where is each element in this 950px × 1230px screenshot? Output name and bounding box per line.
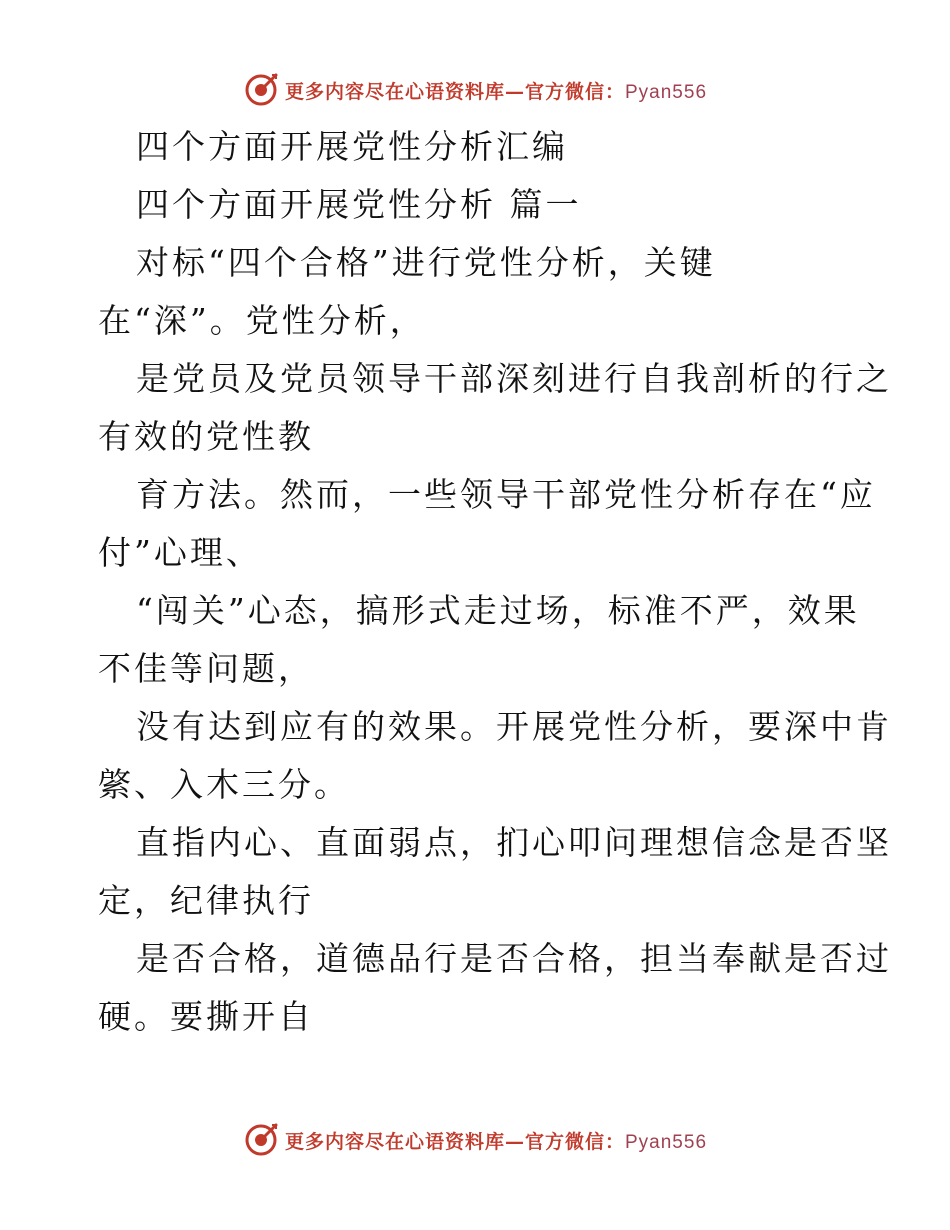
text-line: 四个方面开展党性分析 篇一 <box>136 185 582 224</box>
text-line: 没有达到应有的效果。开展党性分析，要深中肯 <box>136 707 892 746</box>
text-line: “闯关”心态，搞形式走过场，标准不严，效果 <box>136 591 860 630</box>
text-line: 是党员及党员领导干部深刻进行自我剖析的行之 <box>136 359 892 398</box>
watermark-text: 更多内容尽在心语资料库—官方微信：Pyan556 <box>284 1130 708 1153</box>
text-line: 不佳等问题， <box>98 649 314 688</box>
text-line: 綮、入木三分。 <box>98 765 350 804</box>
text-line: 在“深”。党性分析， <box>98 301 426 340</box>
watermark-text: 更多内容尽在心语资料库—官方微信：Pyan556 <box>284 80 708 103</box>
text-line: 有效的党性教 <box>98 417 314 456</box>
text-line: 对标“四个合格”进行党性分析，关键 <box>136 243 716 282</box>
header-watermark <box>0 68 950 112</box>
text-line: 付”心理、 <box>98 533 262 572</box>
wechat-id: Pyan556 <box>625 81 708 103</box>
document-title: 四个方面开展党性分析汇编 <box>136 127 568 166</box>
wechat-id: Pyan556 <box>625 1131 708 1153</box>
text-line: 育方法。然而，一些领导干部党性分析存在“应 <box>136 475 876 514</box>
text-line: 直指内心、直面弱点，扪心叩问理想信念是否坚 <box>136 823 892 862</box>
document-body <box>98 118 892 1046</box>
text-line: 硬。要撕开自 <box>98 997 314 1036</box>
text-line: 定，纪律执行 <box>98 881 314 920</box>
text-line: 是否合格，道德品行是否合格，担当奉献是否过 <box>136 939 892 978</box>
brand-logo-icon <box>243 72 279 108</box>
brand-logo-icon <box>243 1122 279 1158</box>
footer-watermark <box>0 1118 950 1162</box>
